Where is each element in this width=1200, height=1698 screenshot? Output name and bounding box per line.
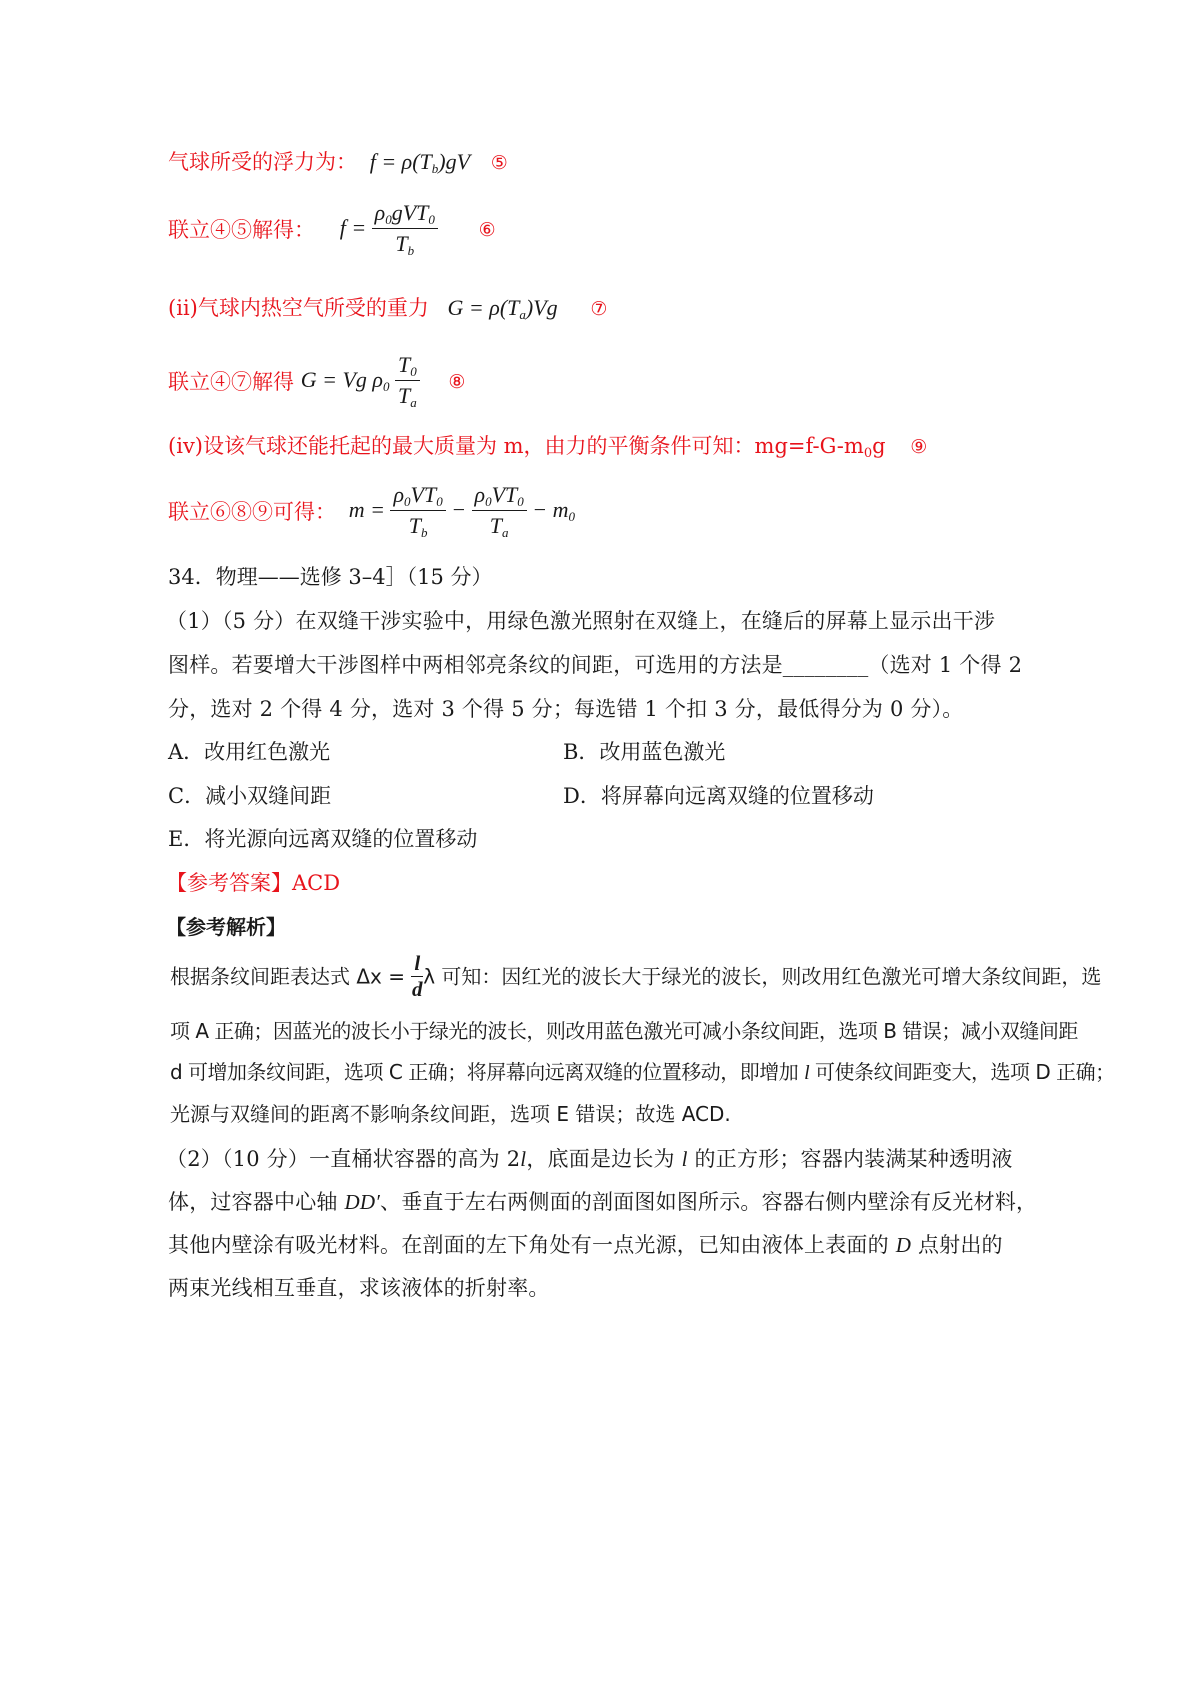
solution-text: 气球所受的浮力为： [168,150,357,174]
analysis-line: 项 A 正确；因蓝光的波长小于绿光的波长，则改用蓝色激光可减小条纹间距，选项 B 错误；减小双缝间距 [170,1019,1078,1043]
solution-line-7 [168,294,607,323]
analysis-line: 光源与双缝间的距离不影响条纹间距，选项 E 错误；故选 ACD. [170,1102,731,1126]
solution-line-9 [168,432,927,461]
equation-number: ⑥ [478,218,496,241]
question-text: 两束光线相互垂直，求该液体的折射率。 [168,1276,550,1300]
equation-number: ⑦ [590,298,608,320]
analysis-title: 【参考解析】 [166,915,286,939]
question-heading: 34．物理——选修 3–4］（15 分） [168,565,493,589]
option-a: A．改用红色激光 [168,740,331,764]
solution-text: 联立⑥⑧⑨可得： [168,499,336,524]
question-text: （1）（5 分）在双缝干涉实验中，用绿色激光照射在双缝上，在缝后的屏幕上显示出干涉 [166,609,996,633]
solution-text: 联立④⑤解得： [168,217,315,242]
question-text: 图样。若要增大干涉图样中两相邻亮条纹的间距，可选用的方法是________（选对 1 个得 2 [168,653,1023,677]
question-text: 其他内壁涂有吸光材料。在剖面的左下角处有一点光源，已知由液体上表面的 D 点射出的 [168,1233,1003,1257]
solution-line-5 [168,148,508,177]
question-text: 体，过容器中心轴 DD′、垂直于左右两侧面的剖面图如图所示。容器右侧内壁涂有反光材料， [168,1190,1038,1214]
solution-line-10 [168,482,575,541]
question-text: 分，选对 2 个得 4 分，选对 3 个得 5 分；每选错 1 个扣 3 分，最低得分为 0 分）。 [168,697,964,721]
equation-number: ⑧ [448,370,466,393]
option-c: C．减小双缝间距 [168,784,332,808]
equation-number: ⑤ [490,152,508,174]
solution-line-8 [168,352,465,411]
formula-buoyancy-result: f = $\frac{\rho_0gVT_0}{T_b}$ [340,215,438,240]
solution-text: (ⅱ)气球内热空气所受的重力 [168,296,429,320]
option-b: B．改用蓝色激光 [563,740,726,764]
analysis-line: 根据条纹间距表达式 Δx = $\frac{l}{d}$ λ 可知：因红光的波长大于绿光的波长，则改用红色激光可增大条纹间距，选 [170,951,1102,1001]
solution-text: 联立④⑦解得 [168,369,294,394]
solution-line-6 [168,200,496,259]
option-e: E．将光源向远离双缝的位置移动 [168,827,478,851]
solution-text: (ⅳ)设该气球还能托起的最大质量为 m，由力的平衡条件可知：$mg=f-G-m_0g$ [168,434,886,461]
equation-number: ⑨ [910,436,928,458]
analysis-line: d 可增加条纹间距，选项 C 正确；将屏幕向远离双缝的位置移动，即增加 l 可使条纹间距变大，选项 D 正确； [170,1060,1115,1084]
formula-gravity: $G = \rho(T_a)Vg$ [447,295,558,322]
option-d: D．将屏幕向远离双缝的位置移动 [563,784,874,808]
formula-gravity-result: G = Vg $\rho_0$ $\frac{T_0}{T_a}$ [301,367,420,392]
formula-buoyancy: $f = \rho(T_b)gV$ [369,149,471,176]
reference-answer: 【参考答案】ACD [166,871,341,895]
question-text: （2）（10 分）一直桶状容器的高为 2l，底面是边长为 l 的正方形；容器内装满某种透明液 [166,1147,1013,1171]
formula-max-mass: m = $\frac{\rho_0VT_0}{T_b}$ − $\frac{\rho_0VT_0}{T_a}$ − $m_0$ [348,482,576,540]
